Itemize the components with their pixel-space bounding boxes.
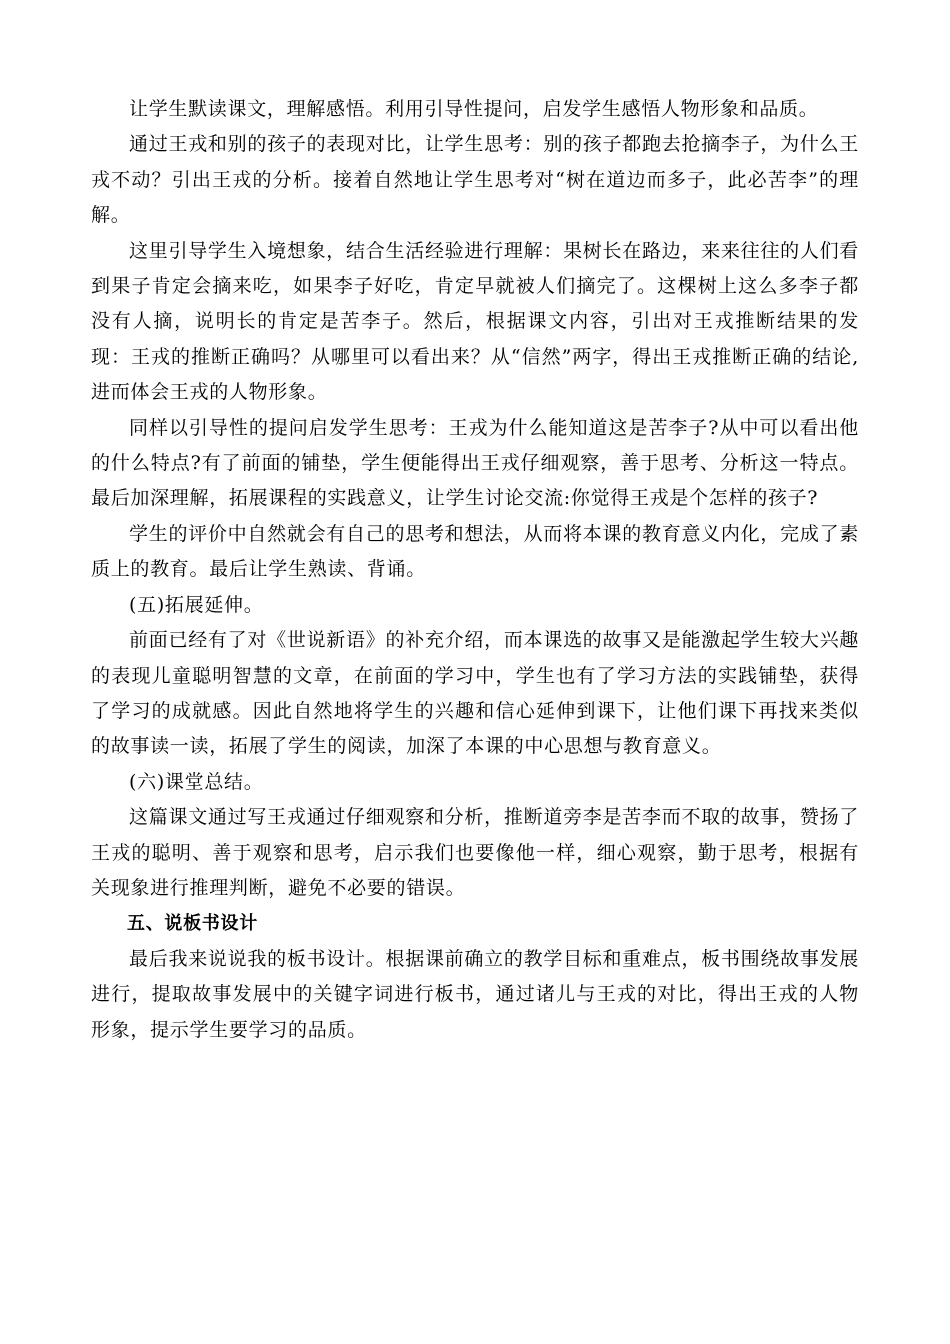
paragraph-board-design: 最后我来说说我的板书设计。根据课前确立的教学目标和重难点，板书围绕故事发展进行，提取故事发展中的关键字词进行板书，通过诸儿与王戎的对比，得出王戎的人物形象，提示学生要学习的品质。	[91, 947, 859, 1041]
paragraph-guided-questions: 同样以引导性的提问启发学生思考：王戎为什么能知道这是苦李子?从中可以看出他的什么特点?有了前面的铺垫，学生便能得出王戎仔细观察，善于思考、分析这一特点。最后加深理解，拓展课程的实践意义，让学生讨论交流:你觉得王戎是个怎样的孩子?	[91, 416, 859, 510]
document-body	[91, 92, 859, 1048]
paragraph-summary: 这篇课文通过写王戎通过仔细观察和分析，推断道旁李是苦李而不取的故事，赞扬了王戎的聪明、善于观察和思考，启示我们也要像他一样，细心观察，勤于思考，根据有关现象进行推理判断，避免不必要的错误。	[91, 806, 859, 899]
paragraph-contrast: 通过王戎和别的孩子的表现对比，让学生思考：别的孩子都跑去抢摘李子，为什么王戎不动？引出王戎的分析。接着自然地让学生思考对“树在道边而多子，此必苦李”的理解。	[91, 133, 859, 227]
paragraph-silent-reading: 让学生默读课文，理解感悟。利用引导性提问，启发学生感悟人物形象和品质。	[129, 98, 819, 120]
paragraph-imagination: 这里引导学生入境想象，结合生活经验进行理解：果树长在路边，来来往往的人们看到果子肯定会摘来吃，如果李子好吃，肯定早就被人们摘完了。这棵树上这么多李子都没有人摘，说明长的肯定是苦李子。然后，根据课文内容，引出对王戎推断结果的发现：王戎的推断正确吗？从哪里可以看出来？从“信然”两字，得出王戎推断正确的结论,进而体会王戎的人物形象。	[91, 239, 859, 404]
section-heading-board-design: 五、说板书设计	[127, 913, 258, 935]
section-extension-title: (五)拓展延伸。	[129, 593, 264, 616]
section-summary-title: (六)课堂总结。	[129, 770, 264, 793]
paragraph-extension: 前面已经有了对《世说新语》的补充介绍，而本课选的故事又是能激起学生较大兴趣的表现儿童聪明智慧的文章，在前面的学习中，学生也有了学习方法的实践铺垫，获得了学习的成就感。因此自然地将学生的兴趣和信心延伸到课下，让他们课下再找来类似的故事读一读，拓展了学生的阅读，加深了本课的中心思想与教育意义。	[91, 629, 859, 758]
paragraph-evaluation: 学生的评价中自然就会有自己的思考和想法，从而将本课的教育意义内化，完成了素质上的教育。最后让学生熟读、背诵。	[91, 522, 859, 581]
